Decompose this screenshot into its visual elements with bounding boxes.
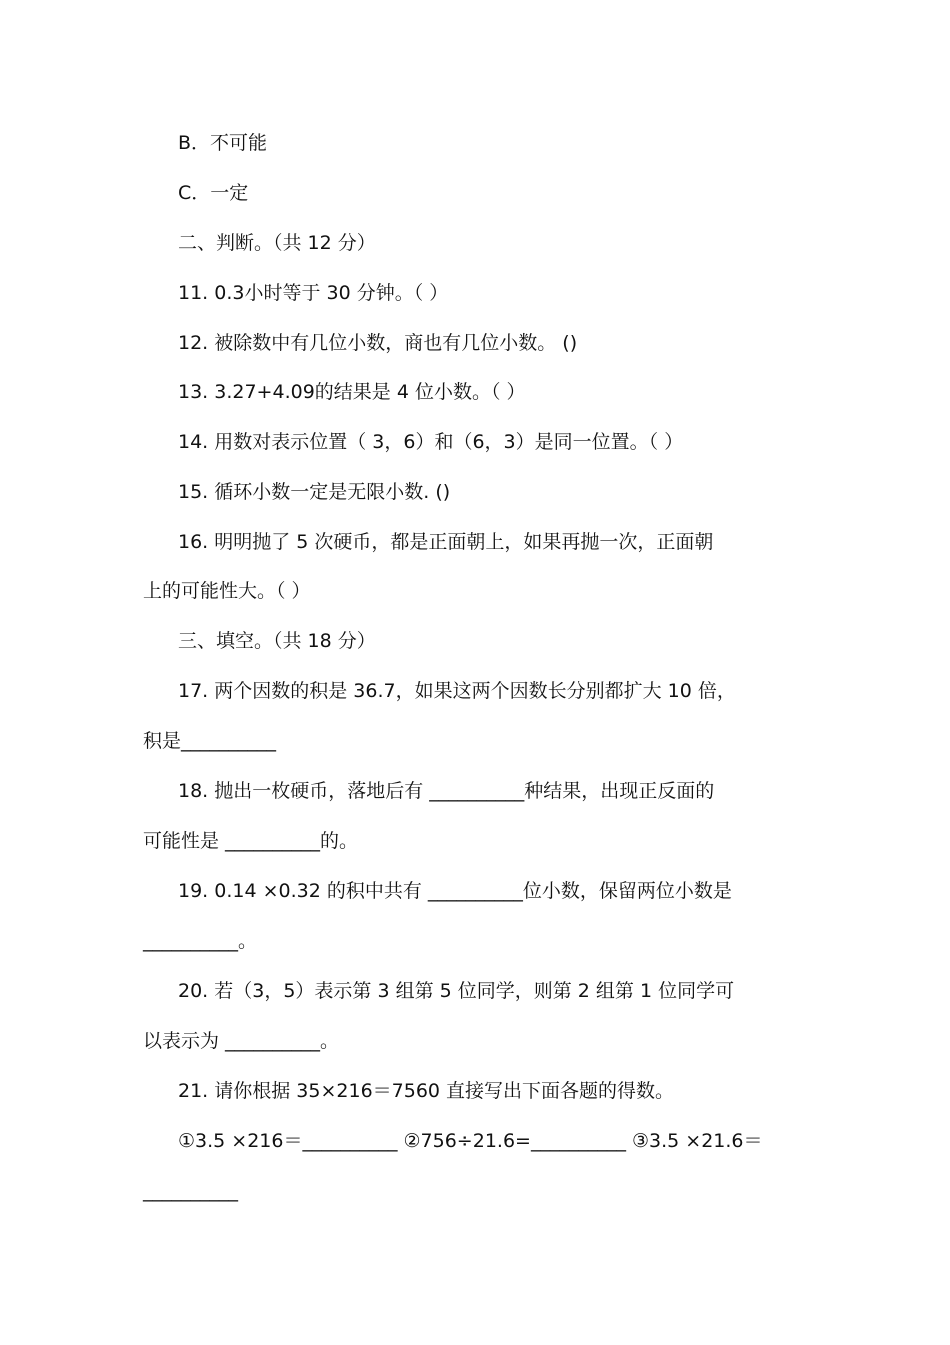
question-15: 15. 循环小数一定是无限小数. () xyxy=(178,481,451,503)
question-16-cont: 上的可能性大。（ ） xyxy=(143,580,311,602)
option-b: B．不可能 xyxy=(178,132,268,154)
question-16: 16. 明明抛了 5 次硬币，都是正面朝上，如果再抛一次，正面朝 xyxy=(178,531,714,553)
question-18: 18. 抛出一枚硬币，落地后有 __________种结果，出现正反面的 xyxy=(178,780,715,802)
question-20: 20. 若（3，5）表示第 3 组第 5 位同学，则第 2 组第 1 位同学可 xyxy=(178,980,735,1002)
question-17: 17. 两个因数的积是 36.7，如果这两个因数长分别都扩大 10 倍， xyxy=(178,680,736,702)
question-20-cont: 以表示为 __________。 xyxy=(143,1030,340,1052)
question-13: 13. 3.27+4.09的结果是 4 位小数。（ ） xyxy=(178,381,526,403)
question-18-cont: 可能性是 __________的。 xyxy=(143,830,359,852)
section-heading-judgment: 二、判断。（共 12 分） xyxy=(178,232,376,254)
question-17-cont: 积是__________ xyxy=(143,730,277,752)
section-heading-fill: 三、填空。（共 18 分） xyxy=(178,630,376,652)
question-19-cont: __________。 xyxy=(143,930,258,952)
question-21: 21. 请你根据 35×216＝7560 直接写出下面各题的得数。 xyxy=(178,1080,675,1102)
question-21-cont: __________ xyxy=(143,1180,238,1202)
option-c: C．一定 xyxy=(178,182,249,204)
question-21-items: ①3.5 ×216＝__________ ②756÷21.6=__________ ③3.5 ×21.6＝ xyxy=(178,1130,763,1152)
question-11: 11. 0.3小时等于 30 分钟。（ ） xyxy=(178,282,449,304)
question-19: 19. 0.14 ×0.32 的积中共有 __________位小数，保留两位小数是 xyxy=(178,880,732,902)
question-12: 12. 被除数中有几位小数，商也有几位小数。 () xyxy=(178,332,578,354)
question-14: 14. 用数对表示位置（ 3，6）和（6，3）是同一位置。（ ） xyxy=(178,431,684,453)
